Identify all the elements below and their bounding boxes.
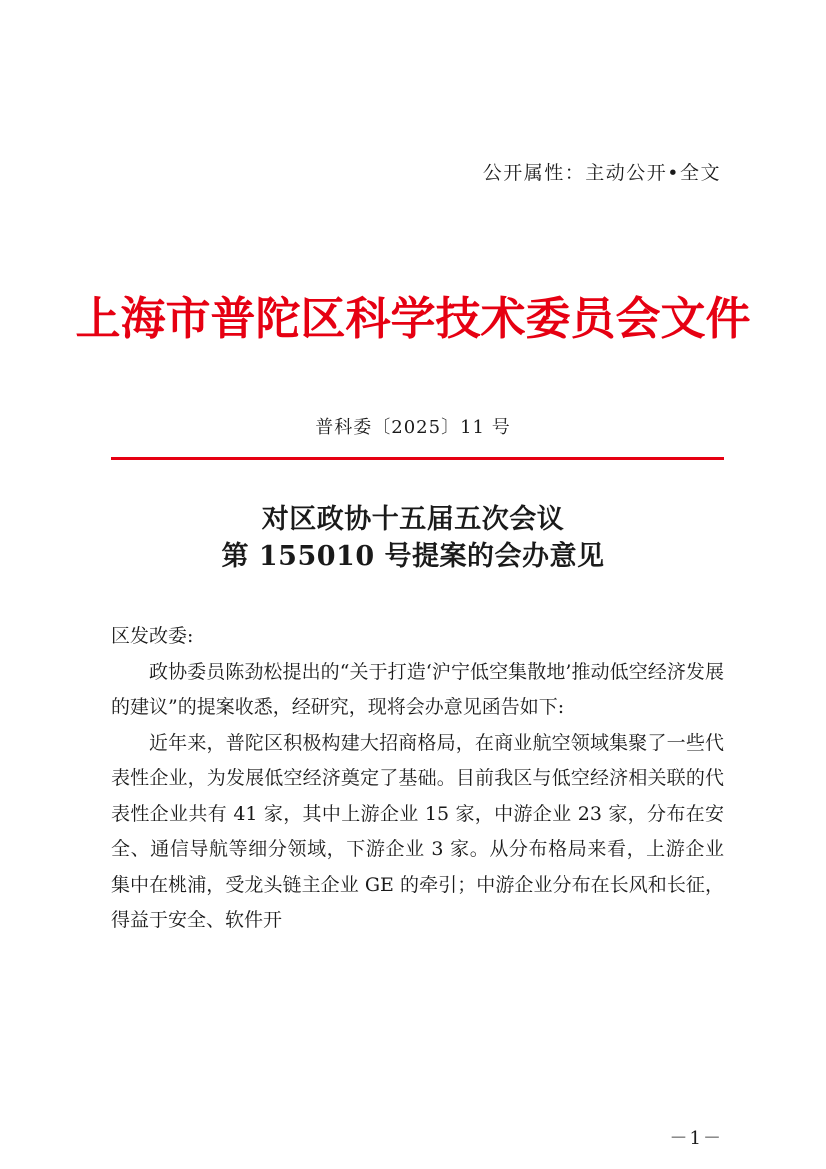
document-title (0, 501, 826, 575)
title-line-1: 对区政协十五届五次会议 (261, 504, 565, 535)
title-line-2: 第 155010 号提案的会办意见 (221, 541, 605, 572)
disclosure-attribute: 公开属性：主动公开•全文 (482, 162, 721, 184)
document-number: 普科委〔2025〕11 号 (315, 417, 511, 438)
page-number: －1－ (669, 1128, 723, 1149)
body-paragraph: 政协委员陈劲松提出的“关于打造‘沪宁低空集散地’推动低空经济发展的建议”的提案收悉，经研究，现将会办意见函告如下: (111, 660, 724, 718)
document-body (111, 619, 724, 939)
document-issuer-header: 上海市普陀区科学技术委员会文件 (75, 292, 751, 345)
red-separator-line (111, 457, 724, 460)
body-paragraph: 近年来，普陀区积极构建大招商格局，在商业航空领域集聚了一些代表性企业，为发展低空经济奠定了基础。目前我区与低空经济相关联的代表性企业共有 41 家，其中上游企业 15 家，中游企业 23 家，分布在安全、通信导航等细分领域，下游企业 3 家。从分布格局来看，上游企业集中在桃浦，受龙头链主企业 GE 的牵引；中游企业分布在长风和长征，得益于安全、软件开 (111, 731, 724, 931)
salutation: 区发改委: (111, 625, 194, 647)
